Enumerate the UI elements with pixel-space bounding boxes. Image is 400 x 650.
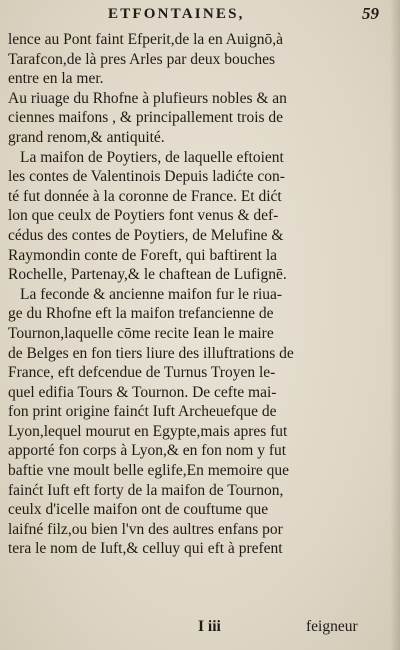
running-head: ETFONTAINES, <box>108 6 245 22</box>
text-line: té fut donnée à la coronne de France. Et dićt <box>8 187 282 205</box>
text-line: fon print origine fainćt Iuft Archeuefque de <box>8 403 277 421</box>
text-line: lon que ceulx de Poytiers font venus & def- <box>8 207 279 225</box>
signature-mark: I iii <box>198 618 221 635</box>
text-line: Tournon,laquelle cōme recite Iean le maire <box>8 324 274 342</box>
text-line: Raymondin conte de Foreft, qui baftirent la <box>8 246 278 264</box>
text-line: ciennes maifons , & principallement trois de <box>8 109 284 127</box>
text-line: tera le nom de Iuft,& celluy qui eft à prefent <box>8 540 283 558</box>
page-edge-shadow <box>390 0 400 650</box>
page-header <box>0 4 400 30</box>
text-line: baftie vne moult belle eglife,En memoire que <box>8 462 290 480</box>
text-line: La feconde & ancienne maifon fur le riua- <box>20 285 283 303</box>
page-number: 59 <box>362 4 379 23</box>
text-line: laifné filz,ou bien l'vn des aultres enfans por <box>8 520 283 538</box>
text-line: France, eft defcendue de Turnus Troyen le- <box>8 364 276 382</box>
text-line: entre en la mer. <box>8 70 104 88</box>
text-line: lence au Pont faint Efperit,de la en Auignō,à <box>8 31 284 48</box>
text-line: apporté fon corps à Lyon,& en fon nom y fut <box>8 442 287 460</box>
text-line: quel edifia Tours & Tournon. De cefte mai- <box>8 383 277 401</box>
catchword: feigneur <box>306 618 358 635</box>
text-line: grand renom,& antiquité. <box>8 128 165 146</box>
text-line: Rochelle, Partenay,& le chaftean de Lufignē. <box>8 266 287 284</box>
text-line: cédus des contes de Poytiers, de Melufine & <box>8 226 284 244</box>
text-line: Tarafcon,de là pres Arles par deux bouches <box>8 50 276 68</box>
text-line: La maifon de Poytiers, de laquelle eftoient <box>20 148 284 166</box>
text-line: Au riuage du Rhofne à plufieurs nobles & an <box>8 89 287 107</box>
text-line: Lyon,lequel mourut en Egypte,mais apres fut <box>8 422 288 440</box>
text-line: de Belges en fon tiers liure des illuftrations de <box>8 344 294 362</box>
page-footer <box>0 618 400 642</box>
body-text <box>8 30 390 559</box>
text-line: ge du Rhofne eft la maifon trefancienne de <box>8 305 274 323</box>
text-line: les contes de Valentinois Depuis ladićte con- <box>8 168 285 186</box>
text-line: ceulx d'icelle maifon ont de couftume que <box>8 501 269 519</box>
text-line: fainćt Iuft eft forty de la maifon de Tournon, <box>8 481 284 499</box>
